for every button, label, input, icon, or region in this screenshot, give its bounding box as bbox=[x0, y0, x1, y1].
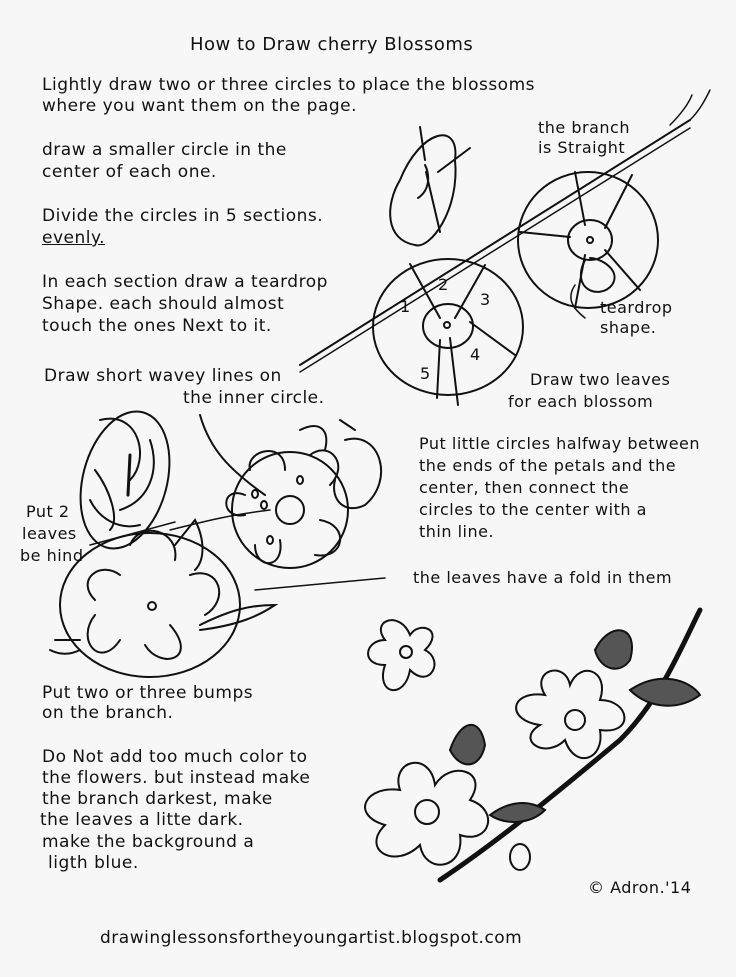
step7-line1: Put two or three bumps bbox=[42, 683, 254, 703]
step4-line3: touch the ones Next to it. bbox=[42, 316, 272, 336]
step1-line1: Lightly draw two or three circles to place the blossoms bbox=[42, 75, 535, 95]
leaves-note-line1: Draw two leaves bbox=[530, 370, 671, 389]
finished-blossom-branch bbox=[365, 610, 700, 880]
step5-line2: the inner circle. bbox=[183, 388, 325, 408]
step8-line2: the flowers. but instead make bbox=[42, 768, 311, 788]
step6-line2: the ends of the petals and the bbox=[419, 456, 677, 475]
step8-line5: make the background a bbox=[42, 832, 255, 852]
step8-line1: Do Not add too much color to bbox=[42, 747, 308, 767]
section-number-5: 5 bbox=[420, 364, 431, 383]
teardrop-note-line1: teardrop bbox=[600, 298, 673, 317]
step7-line2: on the branch. bbox=[42, 703, 174, 723]
website-url: drawinglessonsfortheyoungartist.blogspot.com bbox=[100, 928, 523, 948]
step6-line1: Put little circles halfway between bbox=[419, 434, 701, 453]
step6-line5: thin line. bbox=[419, 522, 495, 541]
leaves-note-line2: for each blossom bbox=[508, 392, 654, 411]
step6-line4: circles to the center with a bbox=[419, 500, 647, 519]
behind-note-line3: be hind bbox=[20, 546, 84, 565]
teardrop-note-line2: shape. bbox=[600, 318, 657, 337]
behind-note-line2: leaves bbox=[22, 524, 77, 543]
step5-line1: Draw short wavey lines on bbox=[44, 366, 282, 386]
step2-line2: center of each one. bbox=[42, 162, 217, 182]
step3-line2: evenly. bbox=[42, 228, 106, 248]
divided-circle-icon bbox=[518, 172, 658, 318]
section-number-2: 2 bbox=[438, 275, 449, 294]
page-title: How to Draw cherry Blossoms bbox=[190, 34, 474, 55]
step2-line1: draw a smaller circle in the bbox=[42, 140, 287, 160]
step8-line6: ligth blue. bbox=[48, 853, 139, 873]
middle-flower-icon bbox=[226, 420, 381, 568]
leaves-fold-note: the leaves have a fold in them bbox=[413, 568, 673, 587]
step4-line1: In each section draw a teardrop bbox=[42, 272, 328, 292]
step1-line2: where you want them on the page. bbox=[42, 96, 358, 116]
copyright-signature: © Adron.'14 bbox=[588, 878, 692, 897]
section-number-3: 3 bbox=[480, 290, 491, 309]
behind-note-line1: Put 2 bbox=[26, 502, 70, 521]
section-number-4: 4 bbox=[470, 345, 481, 364]
step4-line2: Shape. each should almost bbox=[42, 294, 285, 314]
branch-note-line2: is Straight bbox=[538, 138, 626, 157]
step8-line3: the branch darkest, make bbox=[42, 789, 273, 809]
step8-line4: the leaves a litte dark. bbox=[40, 810, 244, 830]
step3-line1: Divide the circles in 5 sections. bbox=[42, 206, 324, 226]
step6-line3: center, then connect the bbox=[419, 478, 630, 497]
branch-note-line1: the branch bbox=[538, 118, 630, 137]
section-number-1: 1 bbox=[400, 297, 411, 316]
large-flower-icon bbox=[50, 520, 275, 677]
sketch-oval-icon bbox=[390, 127, 470, 245]
